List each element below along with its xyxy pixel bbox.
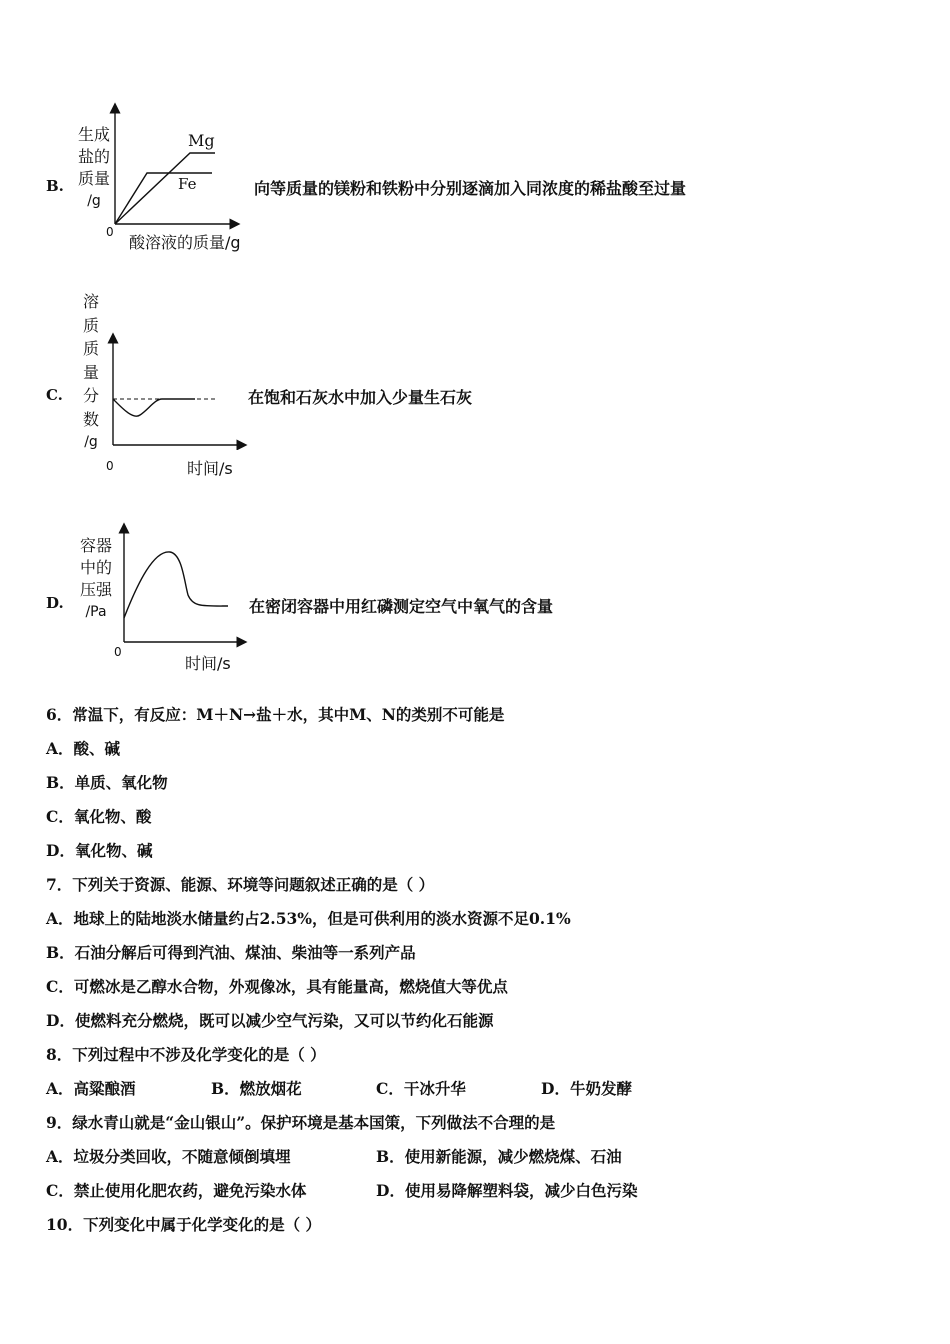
solute-curve: [113, 399, 195, 416]
y-label-line: 质: [82, 339, 99, 358]
mg-line: [115, 153, 215, 224]
question-6-option-a: A．酸、碱: [46, 739, 121, 758]
y-label-line: 分: [82, 386, 99, 405]
question-9-option-a: A．垃圾分类回收，不随意倾倒填埋: [46, 1147, 291, 1166]
question-7-option-a: A．地球上的陆地淡水储量约占2.53%，但是可供利用的淡水资源不足0.1%: [46, 909, 571, 928]
y-label-line: /g: [87, 193, 101, 209]
question-7-option-c: C．可燃冰是乙醇水合物，外观像冰，具有能量高，燃烧值大等优点: [46, 977, 508, 996]
y-label-line: 质量: [77, 169, 110, 188]
x-axis-label: 时间/s: [187, 459, 233, 478]
option-description: 在密闭容器中用红磷测定空气中氧气的含量: [249, 597, 554, 616]
question-6-option-b: B．单质、氧化物: [46, 773, 168, 792]
question-8-options: [46, 1077, 632, 1099]
graph-c-axes: [100, 330, 250, 450]
question-9-stem: 9．绿水青山就是“金山银山”。保护环境是基本国策，下列做法不合理的是: [46, 1113, 556, 1132]
series-label-fe: Fe: [178, 175, 197, 193]
option-letter: C.: [46, 386, 63, 404]
y-label-line: /g: [84, 434, 98, 450]
y-label-line: 压强: [79, 580, 112, 599]
y-label-line: /Pa: [85, 604, 107, 620]
y-label-line: 质: [82, 315, 99, 335]
question-9-options-row-1: [46, 1145, 622, 1167]
y-label-line: 盐的: [77, 147, 110, 166]
option-description: 向等质量的镁粉和铁粉中分别逐滴加入同浓度的稀盐酸至过量: [254, 179, 687, 198]
question-6-stem: 6．常温下，有反应：M＋N→盐＋水，其中M、N的类别不可能是: [46, 705, 505, 724]
question-9-option-c: C．禁止使用化肥农药，避免污染水体: [46, 1181, 307, 1200]
origin-label: 0: [114, 645, 122, 659]
option-letter: D.: [46, 594, 64, 612]
question-9-option-b: B．使用新能源，减少燃烧煤、石油: [376, 1147, 622, 1166]
question-8-option-d: D．牛奶发酵: [541, 1079, 632, 1098]
question-7-stem: 7．下列关于资源、能源、环境等问题叙述正确的是（ ）: [46, 875, 435, 894]
option-letter: B.: [46, 177, 64, 195]
y-label-line: 生成: [77, 125, 110, 144]
y-label-line: 数: [82, 409, 99, 429]
y-label-line: 容器: [79, 536, 112, 555]
pressure-curve: [124, 552, 228, 618]
graph-d-axes: [110, 520, 250, 650]
question-7-option-d: D．使燃料充分燃烧，既可以减少空气污染，又可以节约化石能源: [46, 1011, 494, 1030]
question-6-option-d: D．氧化物、碱: [46, 841, 153, 860]
option-description: 在饱和石灰水中加入少量生石灰: [248, 388, 473, 407]
question-6-option-c: C．氧化物、酸: [46, 807, 152, 826]
x-axis-label: 酸溶液的质量/g: [129, 233, 241, 252]
y-label-line: 溶: [82, 292, 99, 311]
question-8-option-c: C．干冰升华: [376, 1079, 466, 1098]
question-8-option-a: A．高粱酿酒: [46, 1079, 136, 1098]
y-label-line: 中的: [79, 558, 112, 577]
question-8-stem: 8．下列过程中不涉及化学变化的是（ ）: [46, 1045, 326, 1064]
fe-line: [115, 173, 212, 224]
graph-b-axes: [100, 100, 250, 230]
question-10-stem: 10．下列变化中属于化学变化的是（ ）: [46, 1215, 321, 1234]
series-label-mg: Mg: [188, 131, 215, 150]
question-7-option-b: B．石油分解后可得到汽油、煤油、柴油等一系列产品: [46, 943, 416, 962]
origin-label: 0: [106, 225, 114, 239]
y-label-line: 量: [82, 362, 99, 382]
question-9-options-row-2: [46, 1179, 637, 1201]
question-8-option-b: B．燃放烟花: [211, 1079, 302, 1098]
question-9-option-d: D．使用易降解塑料袋，减少白色污染: [376, 1181, 638, 1200]
origin-label: 0: [106, 459, 114, 473]
x-axis-label: 时间/s: [185, 654, 231, 673]
